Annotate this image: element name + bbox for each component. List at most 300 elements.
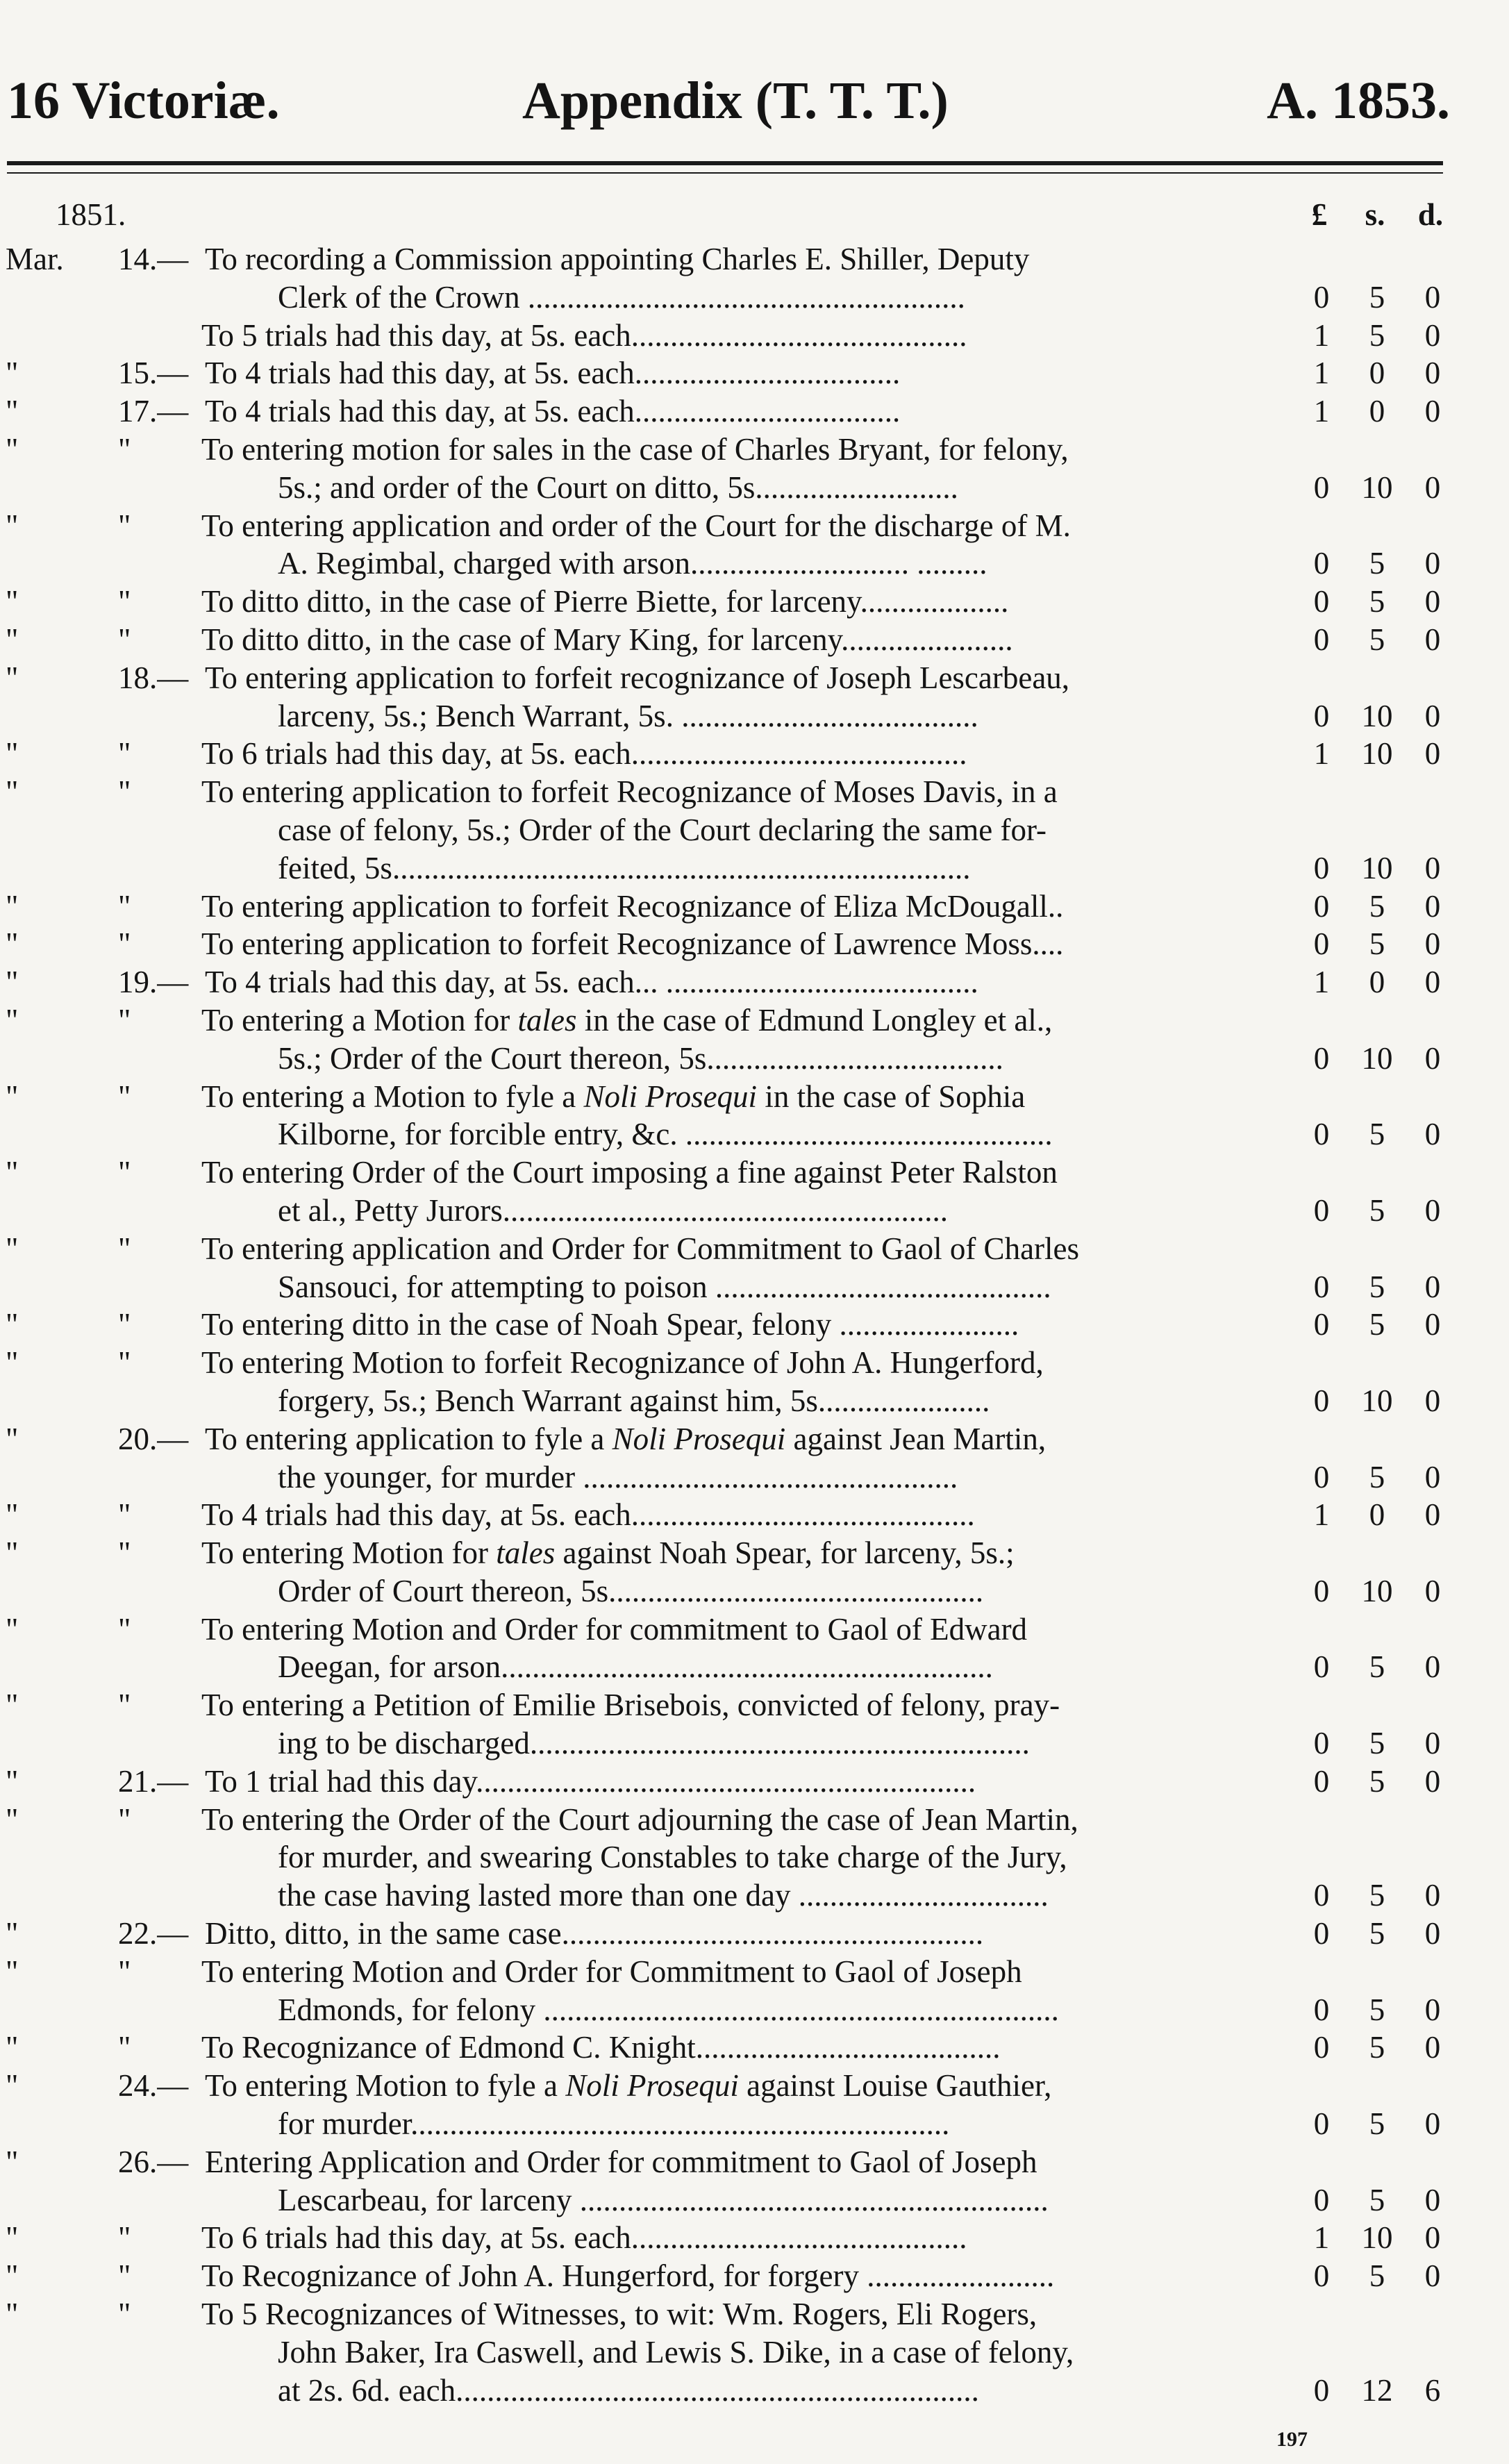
amount-pounds: 0 — [1313, 546, 1330, 581]
entry-day: " — [118, 2220, 131, 2256]
entry-line — [0, 849, 1509, 888]
entry-text: To entering a Motion for tales in the case of Edmund Longley et al., — [201, 1002, 1053, 1038]
ledger-entry — [0, 1801, 1509, 1915]
amount-pence: 0 — [1424, 1040, 1441, 1076]
amount-pounds: 0 — [1313, 2182, 1330, 2217]
entry-day: " — [118, 774, 131, 810]
entry-text: Deegan, for arson............................................................... — [278, 1649, 993, 1685]
ledger-entry — [0, 1154, 1509, 1230]
amount-pounds: 0 — [1313, 1878, 1330, 1913]
entry-line — [0, 2295, 1509, 2333]
amount-shillings: 5 — [1369, 1649, 1385, 1685]
amount-pence: 0 — [1424, 888, 1441, 924]
amount-pence: 0 — [1424, 965, 1441, 1000]
amount-pence: 0 — [1424, 356, 1441, 391]
entry-line — [0, 1382, 1509, 1420]
ledger-entry — [0, 1953, 1509, 2029]
entry-month: " — [6, 1763, 19, 1799]
amount-pounds: 0 — [1313, 698, 1330, 733]
entry-text: for murder, and swearing Constables to take charge of the Jury, — [278, 1840, 1067, 1875]
entry-month: " — [6, 1916, 19, 1951]
entry-day: 26.— — [118, 2144, 189, 2179]
entry-text: To 4 trials had this day, at 5s. each............................................ — [201, 1497, 975, 1533]
entry-text: To entering Order of the Court imposing a fine against Peter Ralston — [201, 1155, 1058, 1190]
entry-month: " — [6, 1231, 19, 1266]
running-header — [0, 69, 1509, 132]
entry-text: To entering application to forfeit Recognizance of Eliza McDougall.. — [201, 888, 1064, 924]
entry-month: " — [6, 1801, 19, 1837]
entry-text: To 4 trials had this day, at 5s. each.................................. — [205, 356, 901, 391]
entry-line — [0, 1724, 1509, 1763]
amount-pounds: 1 — [1313, 965, 1330, 1000]
entry-line — [0, 583, 1509, 621]
entry-day: " — [118, 584, 131, 619]
header-session: 16 Victoriæ. — [7, 72, 280, 130]
amount-pence: 0 — [1424, 926, 1441, 962]
entry-month: " — [6, 431, 19, 467]
header-rule-thick — [7, 161, 1443, 165]
entry-line — [0, 278, 1509, 317]
amount-pounds: 1 — [1313, 736, 1330, 772]
amount-pounds: 0 — [1313, 1459, 1330, 1495]
amount-shillings: 5 — [1369, 1192, 1385, 1228]
amount-shillings: 5 — [1369, 279, 1385, 315]
entry-day: " — [118, 622, 131, 657]
entry-month: " — [6, 2144, 19, 2179]
amount-shillings: 5 — [1369, 317, 1385, 353]
entry-line — [0, 544, 1509, 583]
amount-pence: 0 — [1424, 1726, 1441, 1761]
entry-day: " — [118, 431, 131, 467]
entry-month: " — [6, 1002, 19, 1038]
header-appendix: Appendix (T. T. T.) — [522, 72, 949, 130]
entry-text: To Recognizance of John A. Hungerford, for forgery ........................ — [201, 2258, 1055, 2294]
ledger-entry — [0, 659, 1509, 735]
amount-pence: 0 — [1424, 850, 1441, 885]
entry-line — [0, 659, 1509, 697]
entry-line — [0, 2105, 1509, 2143]
entry-text: To entering application and Order for Commitment to Gaol of Charles — [201, 1231, 1080, 1266]
entry-month: " — [6, 2297, 19, 2332]
entry-text: the case having lasted more than one day ................................ — [278, 1878, 1049, 1913]
entry-month: " — [6, 888, 19, 924]
ledger-entry — [0, 1230, 1509, 1306]
amount-pounds: 0 — [1313, 1992, 1330, 2027]
entry-line — [0, 1230, 1509, 1268]
entry-line — [0, 811, 1509, 849]
entry-month: " — [6, 660, 19, 695]
entry-text: Kilborne, for forcible entry, &c. ............................................... — [278, 1117, 1053, 1152]
amount-shillings: 0 — [1369, 965, 1385, 1000]
amount-shillings: 0 — [1369, 394, 1385, 429]
ledger-entry — [0, 2029, 1509, 2067]
amount-shillings: 10 — [1361, 1383, 1393, 1418]
entry-day: " — [118, 1079, 131, 1114]
amount-pence: 0 — [1424, 1307, 1441, 1342]
ledger-entry — [0, 317, 1509, 355]
ledger-entry — [0, 1496, 1509, 1534]
amount-pounds: 0 — [1313, 2030, 1330, 2065]
amount-pounds: 0 — [1313, 584, 1330, 619]
amount-shillings: 10 — [1361, 736, 1393, 772]
entry-day: " — [118, 736, 131, 772]
entry-month: " — [6, 1688, 19, 1723]
amount-pounds: 0 — [1313, 1269, 1330, 1304]
amount-shillings: 5 — [1369, 1307, 1385, 1342]
entry-text: To entering application to forfeit recognizance of Joseph Lescarbeau, — [205, 660, 1070, 695]
entry-line — [0, 2219, 1509, 2257]
entry-text: John Baker, Ira Caswell, and Lewis S. Dike, in a case of felony, — [278, 2334, 1074, 2370]
entry-text: To 6 trials had this day, at 5s. each........................................... — [201, 736, 967, 772]
amount-pounds: 0 — [1313, 2258, 1330, 2294]
entry-text: Order of Court thereon, 5s................................................ — [278, 1573, 984, 1608]
entry-line — [0, 1838, 1509, 1876]
amount-shillings: 5 — [1369, 1117, 1385, 1152]
entry-line — [0, 1610, 1509, 1649]
amount-pounds: 0 — [1313, 622, 1330, 657]
amount-pounds: 1 — [1313, 394, 1330, 429]
ledger-year: 1851. — [56, 197, 126, 232]
entry-month: " — [6, 1421, 19, 1456]
entry-day: 24.— — [118, 2068, 189, 2104]
entry-text: 5s.; and order of the Court on ditto, 5s.......................... — [278, 469, 958, 505]
header-year: A. 1853. — [1267, 72, 1450, 130]
amount-shillings: 0 — [1369, 1497, 1385, 1533]
entry-month: Mar. — [6, 242, 64, 276]
amount-pence: 0 — [1424, 1497, 1441, 1533]
entry-text: forgery, 5s.; Bench Warrant against him, 5s...................... — [278, 1383, 990, 1418]
entry-text: To ditto ditto, in the case of Pierre Biette, for larceny................... — [201, 584, 1009, 619]
entry-text: ing to be discharged................................................................ — [278, 1726, 1030, 1761]
amount-pounds: 0 — [1313, 2372, 1330, 2408]
entry-line — [0, 1534, 1509, 1572]
entry-text: Entering Application and Order for commitment to Gaol of Joseph — [205, 2144, 1037, 2179]
entry-day: " — [118, 1345, 131, 1381]
entry-line — [0, 1763, 1509, 1801]
ledger-entry — [0, 925, 1509, 963]
amount-shillings: 10 — [1361, 2220, 1393, 2256]
amount-shillings: 5 — [1369, 1763, 1385, 1799]
entry-text: To ditto ditto, in the case of Mary King, for larceny...................... — [201, 622, 1013, 657]
entry-day: " — [118, 1611, 131, 1647]
entry-line — [0, 925, 1509, 963]
entry-month: " — [6, 2220, 19, 2256]
amount-pence: 0 — [1424, 1763, 1441, 1799]
entry-line — [0, 1001, 1509, 1040]
entry-day: 14.— — [118, 242, 189, 276]
folio-number: 197 — [1276, 2428, 1308, 2451]
amount-pounds: 0 — [1313, 1763, 1330, 1799]
amount-pence: 0 — [1424, 622, 1441, 657]
amount-pounds: 0 — [1313, 279, 1330, 315]
entry-line — [0, 621, 1509, 659]
entry-text: Clerk of the Crown ........................................................ — [278, 279, 965, 315]
entry-text: To entering application to forfeit Recognizance of Moses Davis, in a — [201, 774, 1058, 810]
entry-month: " — [6, 1345, 19, 1381]
amount-pounds: 1 — [1313, 317, 1330, 353]
amount-pounds: 0 — [1313, 1649, 1330, 1685]
entry-month: " — [6, 2258, 19, 2294]
amount-pence: 0 — [1424, 469, 1441, 505]
amount-pence: 0 — [1424, 1916, 1441, 1951]
amount-shillings: 5 — [1369, 546, 1385, 581]
entry-month: " — [6, 1535, 19, 1571]
entry-text: To 5 trials had this day, at 5s. each........................................... — [201, 317, 967, 353]
amount-shillings: 5 — [1369, 2182, 1385, 2217]
ledger-entry — [0, 2219, 1509, 2257]
entry-line — [0, 735, 1509, 773]
amount-pounds: 0 — [1313, 1573, 1330, 1608]
amount-pounds: 0 — [1313, 1383, 1330, 1418]
entry-text: To entering application to fyle a Noli Prosequi against Jean Martin, — [205, 1421, 1047, 1456]
ledger-entry — [0, 507, 1509, 583]
entry-line — [0, 1953, 1509, 1991]
ledger-entry — [0, 2143, 1509, 2220]
entry-line — [0, 1648, 1509, 1686]
entry-text: To 4 trials had this day, at 5s. each... ........................................ — [205, 965, 978, 1000]
entry-day: 15.— — [118, 356, 189, 391]
entry-month: " — [6, 1079, 19, 1114]
entry-line — [0, 507, 1509, 545]
ledger-entry — [0, 963, 1509, 1001]
amount-shillings: 5 — [1369, 622, 1385, 657]
header-rule-thin — [7, 172, 1443, 174]
entry-day: 20.— — [118, 1421, 189, 1456]
amount-pounds: 0 — [1313, 1916, 1330, 1951]
entry-text: 5s.; Order of the Court thereon, 5s...................................... — [278, 1040, 1003, 1076]
ledger-entry — [0, 354, 1509, 392]
ledger-entry — [0, 240, 1509, 317]
entry-line — [0, 1040, 1509, 1078]
entry-month: " — [6, 622, 19, 657]
entry-text: A. Regimbal, charged with arson............................ ......... — [278, 546, 987, 581]
entry-month: " — [6, 965, 19, 1000]
amount-pounds: 0 — [1313, 926, 1330, 962]
entry-day: " — [118, 1155, 131, 1190]
entry-day: " — [118, 2297, 131, 2332]
amount-pence: 0 — [1424, 1878, 1441, 1913]
amount-pounds: 1 — [1313, 2220, 1330, 2256]
entry-line — [0, 469, 1509, 507]
ledger-entry — [0, 1686, 1509, 1763]
entry-month: " — [6, 2030, 19, 2065]
entry-line — [0, 1115, 1509, 1154]
entry-day: 18.— — [118, 660, 189, 695]
entry-text: To entering a Petition of Emilie Brisebois, convicted of felony, pray- — [201, 1688, 1060, 1723]
entry-line — [0, 2372, 1509, 2410]
ledger-entry — [0, 583, 1509, 621]
entry-day: " — [118, 1002, 131, 1038]
amount-pounds: 0 — [1313, 1192, 1330, 1228]
entry-month: " — [6, 1611, 19, 1647]
entry-text: feited, 5s.......................................................................... — [278, 850, 971, 885]
shillings-header: s. — [1365, 197, 1385, 232]
entry-day: 19.— — [118, 965, 189, 1000]
entry-line — [0, 1420, 1509, 1458]
entry-text: To entering Motion for tales against Noah Spear, for larceny, 5s.; — [201, 1535, 1015, 1571]
entry-text: at 2s. 6d. each................................................................... — [278, 2372, 979, 2408]
entry-day: " — [118, 1688, 131, 1723]
amount-pence: 0 — [1424, 2030, 1441, 2065]
amount-shillings: 12 — [1361, 2372, 1393, 2408]
entry-line — [0, 317, 1509, 355]
entry-text: Sansouci, for attempting to poison ........................................... — [278, 1269, 1051, 1304]
ledger-entry — [0, 392, 1509, 431]
amount-pence: 0 — [1424, 2258, 1441, 2294]
entry-month: " — [6, 1497, 19, 1533]
amount-shillings: 5 — [1369, 1459, 1385, 1495]
entry-text: To 5 Recognizances of Witnesses, to wit: Wm. Rogers, Eli Rogers, — [201, 2297, 1037, 2332]
entry-text: larceny, 5s.; Bench Warrant, 5s. ...................................... — [278, 698, 978, 733]
ledger-entry — [0, 1610, 1509, 1687]
amount-shillings: 5 — [1369, 1916, 1385, 1951]
entry-line — [0, 2181, 1509, 2220]
amount-pence: 0 — [1424, 736, 1441, 772]
entry-line — [0, 773, 1509, 811]
ledger-entry — [0, 431, 1509, 507]
entry-month: " — [6, 2068, 19, 2104]
entry-line — [0, 1078, 1509, 1116]
entry-text: To entering the Order of the Court adjourning the case of Jean Martin, — [201, 1801, 1078, 1837]
ledger-entry — [0, 621, 1509, 659]
ledger-entry — [0, 2257, 1509, 2295]
amount-pounds: 0 — [1313, 469, 1330, 505]
entry-line — [0, 963, 1509, 1001]
entry-line — [0, 1876, 1509, 1915]
entry-month: " — [6, 926, 19, 962]
amount-pence: 0 — [1424, 2182, 1441, 2217]
amount-pence: 6 — [1424, 2372, 1441, 2408]
amount-shillings: 10 — [1361, 698, 1393, 733]
entry-line — [0, 888, 1509, 926]
entry-line — [0, 1154, 1509, 1192]
entry-text: To entering a Motion to fyle a Noli Prosequi in the case of Sophia — [201, 1079, 1026, 1114]
entry-day: 21.— — [118, 1763, 189, 1799]
entry-text: for murder..................................................................... — [278, 2106, 950, 2142]
pence-header: d. — [1417, 197, 1444, 232]
entry-text: To entering application to forfeit Recognizance of Lawrence Moss.... — [201, 926, 1064, 962]
amount-pounds: 0 — [1313, 1726, 1330, 1761]
entry-text: Lescarbeau, for larceny ............................................................ — [278, 2182, 1049, 2217]
amount-shillings: 5 — [1369, 1992, 1385, 2027]
ledger-entry — [0, 773, 1509, 887]
ledger-entry — [0, 1534, 1509, 1610]
entry-month: " — [6, 508, 19, 543]
entry-line — [0, 1306, 1509, 1344]
entry-text: the younger, for murder ................................................ — [278, 1459, 958, 1495]
entry-text: To entering application and order of the Court for the discharge of M. — [201, 508, 1071, 543]
amount-pence: 0 — [1424, 546, 1441, 581]
entry-month: " — [6, 356, 19, 391]
amount-pence: 0 — [1424, 1383, 1441, 1418]
amount-shillings: 5 — [1369, 1878, 1385, 1913]
entry-text: Edmonds, for felony .................................................................. — [278, 1992, 1059, 2027]
amount-shillings: 10 — [1361, 469, 1393, 505]
entry-text: To entering Motion and Order for Commitment to Gaol of Joseph — [201, 1954, 1022, 1989]
entry-text: To entering Motion to forfeit Recognizance of John A. Hungerford, — [201, 1345, 1044, 1381]
entry-line — [0, 431, 1509, 469]
entry-day: " — [118, 1535, 131, 1571]
amount-pence: 0 — [1424, 1992, 1441, 2027]
entry-text: To entering motion for sales in the case of Charles Bryant, for felony, — [201, 431, 1069, 467]
entry-text: To entering Motion to fyle a Noli Prosequi against Louise Gauthier, — [205, 2068, 1052, 2104]
entry-day: 22.— — [118, 1916, 189, 1951]
entry-text: To 4 trials had this day, at 5s. each.................................. — [205, 394, 901, 429]
amount-pounds: 0 — [1313, 850, 1330, 885]
entry-line — [0, 1915, 1509, 1953]
entry-line — [0, 2333, 1509, 2372]
amount-shillings: 5 — [1369, 2030, 1385, 2065]
amount-pounds: 1 — [1313, 356, 1330, 391]
entry-day: " — [118, 1801, 131, 1837]
entry-line — [0, 2257, 1509, 2295]
amount-shillings: 10 — [1361, 1573, 1393, 1608]
entry-day: " — [118, 1307, 131, 1342]
entry-month: " — [6, 1307, 19, 1342]
ledger-entries — [0, 240, 1509, 2409]
ledger-entry — [0, 1344, 1509, 1420]
entry-line — [0, 1268, 1509, 1306]
ledger-entry — [0, 2295, 1509, 2409]
amount-shillings: 10 — [1361, 850, 1393, 885]
entry-line — [0, 2143, 1509, 2181]
entry-text: To entering ditto in the case of Noah Spear, felony ....................... — [201, 1307, 1019, 1342]
entry-day: " — [118, 1231, 131, 1266]
ledger-entry — [0, 888, 1509, 926]
amount-pounds: 1 — [1313, 1497, 1330, 1533]
entry-line — [0, 1991, 1509, 2029]
entry-text: To entering Motion and Order for commitment to Gaol of Edward — [201, 1611, 1028, 1647]
entry-line — [0, 1686, 1509, 1724]
amount-pounds: 0 — [1313, 1307, 1330, 1342]
ledger-entry — [0, 1306, 1509, 1344]
entry-month: " — [6, 1954, 19, 1989]
entry-line — [0, 697, 1509, 735]
entry-line — [0, 240, 1509, 278]
entry-month: " — [6, 584, 19, 619]
ledger-entry — [0, 1078, 1509, 1154]
amount-pence: 0 — [1424, 1459, 1441, 1495]
amount-shillings: 5 — [1369, 2258, 1385, 2294]
entry-text: et al., Petty Jurors......................................................... — [278, 1192, 948, 1228]
amount-pence: 0 — [1424, 1269, 1441, 1304]
entry-line — [0, 1801, 1509, 1839]
entry-line — [0, 1572, 1509, 1610]
entry-month: " — [6, 736, 19, 772]
amount-shillings: 5 — [1369, 926, 1385, 962]
amount-pence: 0 — [1424, 584, 1441, 619]
entry-month: " — [6, 1155, 19, 1190]
amount-pounds: 0 — [1313, 888, 1330, 924]
amount-pence: 0 — [1424, 2106, 1441, 2142]
ledger-entry — [0, 1001, 1509, 1078]
ledger-entry — [0, 735, 1509, 773]
ledger-entry — [0, 2067, 1509, 2143]
amount-pence: 0 — [1424, 394, 1441, 429]
entry-text: To Recognizance of Edmond C. Knight....................................... — [201, 2030, 1001, 2065]
pounds-header: £ — [1311, 197, 1328, 232]
entry-line — [0, 2029, 1509, 2067]
entry-month: " — [6, 774, 19, 810]
amount-shillings: 5 — [1369, 1269, 1385, 1304]
entry-day: " — [118, 508, 131, 543]
entry-day: 17.— — [118, 394, 189, 429]
amount-shillings: 5 — [1369, 2106, 1385, 2142]
entry-line — [0, 1344, 1509, 1382]
amount-shillings: 5 — [1369, 888, 1385, 924]
entry-day: " — [118, 926, 131, 962]
amount-pounds: 0 — [1313, 2106, 1330, 2142]
